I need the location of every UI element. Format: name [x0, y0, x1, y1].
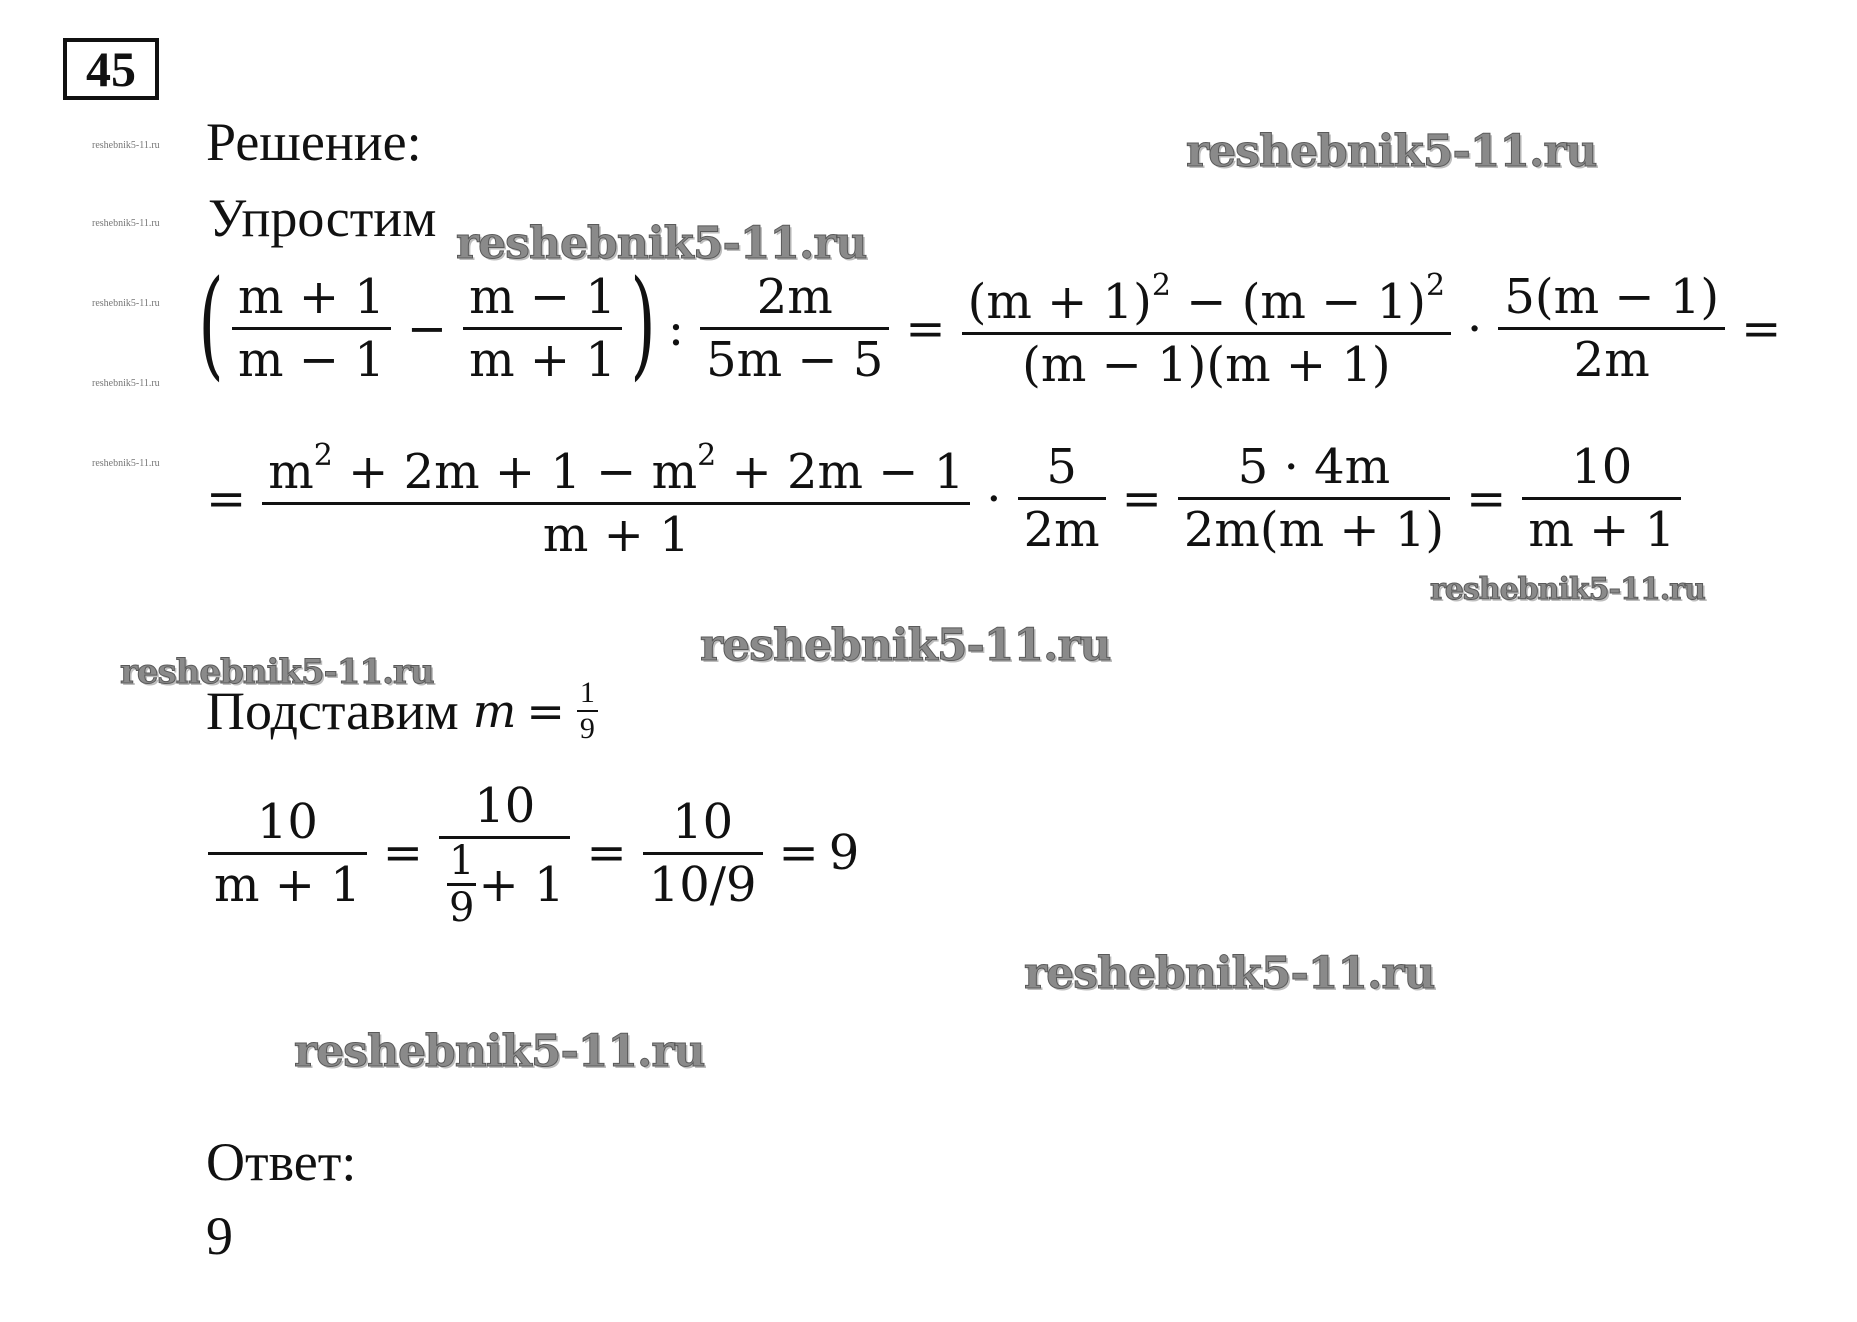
numerator: 10	[474, 778, 536, 834]
fraction	[232, 267, 391, 390]
denominator: 2m	[1018, 497, 1106, 560]
margin-watermark: reshebnik5-11.ru	[92, 218, 160, 229]
numerator: 10	[672, 793, 734, 850]
fraction	[1178, 437, 1450, 560]
margin-watermark: reshebnik5-11.ru	[92, 298, 160, 309]
denominator	[439, 836, 570, 930]
exponent: 2	[313, 438, 333, 473]
denominator: 2m	[1498, 327, 1725, 390]
denominator: 2m(m + 1)	[1178, 497, 1450, 560]
numerator: 1	[449, 838, 475, 884]
denominator: 9	[577, 710, 598, 746]
denominator: 9	[449, 885, 475, 931]
numerator: 5(m − 1)	[1504, 269, 1720, 325]
denominator: m + 1	[208, 852, 367, 915]
numerator	[962, 262, 1451, 332]
denominator: 5m − 5	[700, 327, 889, 390]
operator: =	[382, 825, 424, 881]
operator: =	[526, 684, 565, 738]
operator: ·	[986, 470, 1002, 527]
fraction	[439, 776, 570, 930]
fraction	[577, 676, 598, 746]
operator: −	[406, 300, 448, 357]
margin-watermark: reshebnik5-11.ru	[92, 378, 160, 389]
answer-value: 9	[206, 1206, 233, 1266]
exponent: 2	[1151, 268, 1171, 303]
substitute-label: Подставим	[206, 681, 459, 741]
right-paren: )	[630, 253, 656, 392]
denominator: m − 1	[232, 327, 391, 390]
fraction	[1498, 267, 1725, 390]
watermark: reshebnik5-11.ru	[1186, 126, 1597, 177]
watermark: reshebnik5-11.ru	[700, 620, 1111, 671]
numerator: 10	[256, 793, 318, 850]
result-value: 9	[828, 825, 860, 881]
denominator: m + 1	[262, 502, 970, 565]
left-paren: (	[198, 253, 224, 392]
denominator: (m − 1)(m + 1)	[962, 332, 1451, 395]
margin-watermark: reshebnik5-11.ru	[92, 458, 160, 469]
denominator: m + 1	[1522, 497, 1681, 560]
fraction	[962, 262, 1451, 395]
watermark: reshebnik5-11.ru	[1430, 572, 1705, 607]
fraction	[1522, 437, 1681, 560]
problem-number: 45	[63, 38, 159, 100]
fraction	[700, 267, 889, 390]
fraction	[262, 432, 970, 565]
operator: ·	[1467, 300, 1483, 357]
margin-watermark: reshebnik5-11.ru	[92, 140, 160, 151]
math-line-1	[196, 253, 1791, 395]
fraction	[1018, 437, 1106, 560]
math-line-3	[202, 776, 859, 930]
exponent: 2	[1425, 268, 1446, 303]
numerator: 2m	[756, 269, 833, 325]
numerator: 10	[1571, 439, 1633, 495]
operator: =	[1741, 300, 1782, 357]
numerator: m − 1	[469, 269, 616, 325]
term: m	[268, 444, 314, 500]
answer-label: Ответ:	[206, 1132, 357, 1192]
exponent: 2	[697, 438, 717, 473]
term: + 1	[478, 856, 565, 913]
operator: =	[778, 825, 819, 881]
fraction	[643, 792, 763, 915]
operator: =	[206, 470, 247, 527]
watermark: reshebnik5-11.ru	[120, 652, 434, 692]
denominator: m + 1	[463, 327, 622, 390]
numerator: 5	[1046, 439, 1077, 495]
operator: =	[1466, 470, 1507, 527]
fraction	[463, 267, 622, 390]
simplify-label: Упростим	[208, 188, 437, 248]
term: (m + 1)	[967, 274, 1152, 330]
variable: m	[472, 684, 517, 738]
term: − (m − 1)	[1170, 274, 1426, 330]
substitute-line	[206, 676, 600, 746]
numerator: 1	[579, 676, 595, 709]
math-line-2	[206, 432, 1687, 565]
term: + 2m + 1 − m	[332, 444, 698, 500]
fraction	[208, 792, 367, 915]
fraction	[447, 839, 476, 930]
operator: =	[586, 825, 627, 881]
numerator	[262, 432, 970, 502]
watermark: reshebnik5-11.ru	[1024, 948, 1435, 999]
term: + 2m − 1	[716, 444, 965, 500]
solution-label: Решение:	[206, 112, 422, 172]
watermark: reshebnik5-11.ru	[294, 1026, 705, 1077]
numerator: m + 1	[238, 269, 385, 325]
operator: =	[1121, 470, 1162, 527]
watermark: reshebnik5-11.ru	[456, 218, 867, 269]
operator: =	[905, 300, 946, 357]
numerator: 5 · 4m	[1237, 439, 1391, 495]
denominator: 10/9	[643, 852, 763, 915]
operator: :	[667, 300, 685, 357]
